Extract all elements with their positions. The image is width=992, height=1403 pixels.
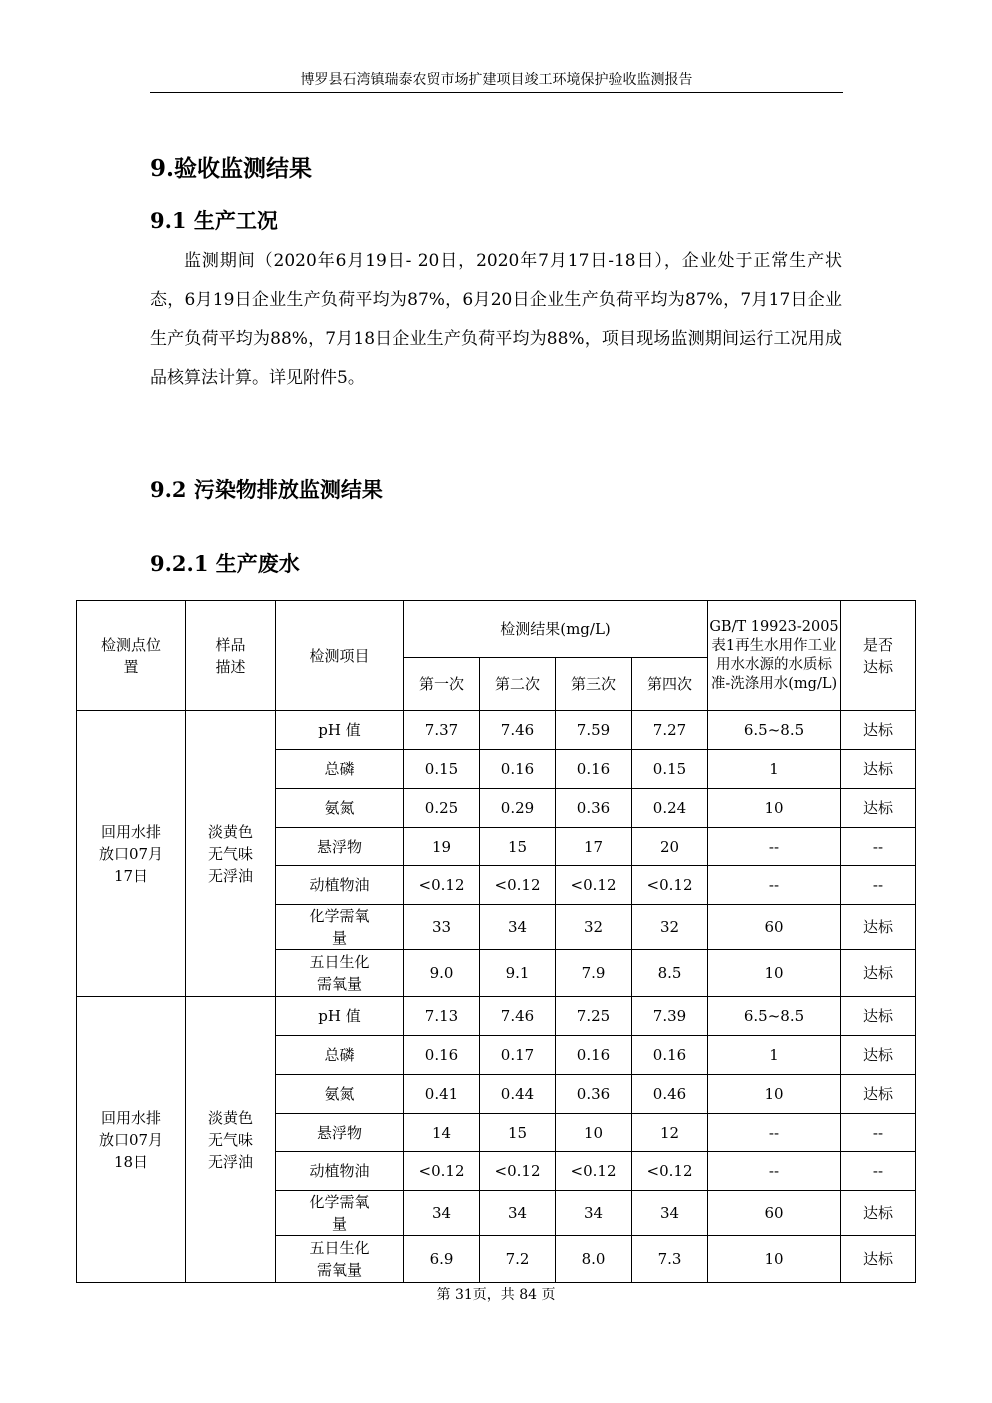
- cell-round-3: 0.36: [556, 789, 632, 828]
- cell-item: 化学需氧量: [276, 905, 404, 950]
- cell-round-3: 7.25: [556, 997, 632, 1036]
- cell-standard: 1: [708, 1036, 841, 1075]
- cell-round-4: 0.46: [632, 1075, 708, 1114]
- cell-sample: 淡黄色无气味无浮油: [186, 711, 276, 997]
- cell-item: 总磷: [276, 1036, 404, 1075]
- header-point: 检测点位置: [77, 601, 186, 711]
- table-row: [77, 997, 916, 1036]
- subsection-title-production: 9.1 生产工况: [150, 208, 278, 233]
- cell-round-1: 0.41: [404, 1075, 480, 1114]
- header-sample: 样品描述: [186, 601, 276, 711]
- header-round-3: 第三次: [556, 658, 632, 711]
- cell-round-1: 0.16: [404, 1036, 480, 1075]
- header-standard: GB/T 19923-2005表1再生水用作工业用水水源的水质标准-洗涤用水(mg/L): [708, 601, 841, 711]
- cell-round-2: 7.2: [480, 1236, 556, 1283]
- cell-round-2: 0.29: [480, 789, 556, 828]
- table-row: [77, 711, 916, 750]
- report-header: 博罗县石湾镇瑞泰农贸市场扩建项目竣工环境保护验收监测报告: [150, 68, 843, 93]
- cell-standard: 1: [708, 750, 841, 789]
- cell-round-2: 0.44: [480, 1075, 556, 1114]
- cell-round-2: 9.1: [480, 950, 556, 997]
- cell-item: 总磷: [276, 750, 404, 789]
- cell-compliance: 达标: [841, 1075, 916, 1114]
- cell-standard: 10: [708, 789, 841, 828]
- cell-compliance: --: [841, 866, 916, 905]
- cell-round-4: 32: [632, 905, 708, 950]
- production-paragraph: [150, 242, 842, 398]
- cell-compliance: 达标: [841, 1236, 916, 1283]
- cell-item: 五日生化需氧量: [276, 950, 404, 997]
- cell-standard: --: [708, 866, 841, 905]
- cell-round-2: 34: [480, 905, 556, 950]
- cell-round-3: 0.36: [556, 1075, 632, 1114]
- cell-round-4: 34: [632, 1191, 708, 1236]
- cell-round-2: 0.17: [480, 1036, 556, 1075]
- cell-round-1: 0.15: [404, 750, 480, 789]
- cell-round-1: 19: [404, 828, 480, 866]
- cell-round-2: 7.46: [480, 711, 556, 750]
- cell-round-2: 0.16: [480, 750, 556, 789]
- cell-round-3: 8.0: [556, 1236, 632, 1283]
- cell-compliance: 达标: [841, 750, 916, 789]
- cell-round-3: 10: [556, 1114, 632, 1152]
- cell-round-3: 32: [556, 905, 632, 950]
- cell-round-4: 7.27: [632, 711, 708, 750]
- cell-round-1: 33: [404, 905, 480, 950]
- header-compliance: 是否达标: [841, 601, 916, 711]
- subsection-title-pollutants: 9.2 污染物排放监测结果: [150, 477, 383, 502]
- cell-standard: 6.5~8.5: [708, 997, 841, 1036]
- cell-round-2: <0.12: [480, 866, 556, 905]
- cell-round-4: 8.5: [632, 950, 708, 997]
- cell-round-1: 7.37: [404, 711, 480, 750]
- cell-round-1: <0.12: [404, 1152, 480, 1191]
- cell-round-3: <0.12: [556, 1152, 632, 1191]
- cell-point: 回用水排放口07月18日: [77, 997, 186, 1283]
- cell-compliance: 达标: [841, 997, 916, 1036]
- cell-round-4: 20: [632, 828, 708, 866]
- cell-round-4: <0.12: [632, 866, 708, 905]
- cell-round-2: 15: [480, 1114, 556, 1152]
- cell-compliance: 达标: [841, 950, 916, 997]
- cell-round-3: 0.16: [556, 1036, 632, 1075]
- header-round-4: 第四次: [632, 658, 708, 711]
- cell-item: 化学需氧量: [276, 1191, 404, 1236]
- cell-item: pH 值: [276, 997, 404, 1036]
- cell-compliance: --: [841, 828, 916, 866]
- section-title: 9.验收监测结果: [150, 155, 313, 182]
- cell-standard: 60: [708, 1191, 841, 1236]
- header-result: 检测结果(mg/L): [404, 601, 708, 658]
- cell-round-3: 17: [556, 828, 632, 866]
- cell-standard: 10: [708, 1075, 841, 1114]
- cell-round-3: 7.9: [556, 950, 632, 997]
- cell-round-1: 34: [404, 1191, 480, 1236]
- cell-compliance: 达标: [841, 789, 916, 828]
- cell-round-1: 9.0: [404, 950, 480, 997]
- cell-item: 动植物油: [276, 866, 404, 905]
- cell-round-4: 0.24: [632, 789, 708, 828]
- cell-item: pH 值: [276, 711, 404, 750]
- cell-item: 氨氮: [276, 1075, 404, 1114]
- cell-standard: 60: [708, 905, 841, 950]
- header-round-1: 第一次: [404, 658, 480, 711]
- cell-compliance: --: [841, 1114, 916, 1152]
- cell-round-1: 7.13: [404, 997, 480, 1036]
- cell-round-4: 12: [632, 1114, 708, 1152]
- cell-item: 动植物油: [276, 1152, 404, 1191]
- header-round-2: 第二次: [480, 658, 556, 711]
- cell-standard: --: [708, 828, 841, 866]
- cell-standard: --: [708, 1114, 841, 1152]
- wastewater-table: [76, 600, 916, 1283]
- cell-compliance: 达标: [841, 1191, 916, 1236]
- cell-round-1: 6.9: [404, 1236, 480, 1283]
- cell-standard: 10: [708, 1236, 841, 1283]
- cell-round-4: 7.39: [632, 997, 708, 1036]
- cell-item: 五日生化需氧量: [276, 1236, 404, 1283]
- production-text: 监测期间（2020年6月19日- 20日，2020年7月17日-18日），企业处于正常生产状态，6月19日企业生产负荷平均为87%，6月20日企业生产负荷平均为87%，7月17日企业生产负荷平均为88%，7月18日企业生产负荷平均为88%，项目现场监测期间运行工况用成品核算法计算。详见附件5。: [150, 251, 842, 388]
- cell-round-2: 34: [480, 1191, 556, 1236]
- cell-round-4: <0.12: [632, 1152, 708, 1191]
- cell-item: 氨氮: [276, 789, 404, 828]
- cell-compliance: 达标: [841, 711, 916, 750]
- cell-standard: --: [708, 1152, 841, 1191]
- subsection-title-wastewater: 9.2.1 生产废水: [150, 551, 300, 576]
- cell-standard: 10: [708, 950, 841, 997]
- cell-round-3: 7.59: [556, 711, 632, 750]
- cell-round-1: 0.25: [404, 789, 480, 828]
- cell-item: 悬浮物: [276, 828, 404, 866]
- cell-standard: 6.5~8.5: [708, 711, 841, 750]
- cell-round-3: 34: [556, 1191, 632, 1236]
- cell-sample: 淡黄色无气味无浮油: [186, 997, 276, 1283]
- cell-point: 回用水排放口07月17日: [77, 711, 186, 997]
- cell-round-4: 0.16: [632, 1036, 708, 1075]
- cell-round-3: <0.12: [556, 866, 632, 905]
- cell-round-1: <0.12: [404, 866, 480, 905]
- cell-compliance: 达标: [841, 905, 916, 950]
- cell-round-2: <0.12: [480, 1152, 556, 1191]
- cell-round-4: 0.15: [632, 750, 708, 789]
- cell-round-2: 7.46: [480, 997, 556, 1036]
- cell-round-1: 14: [404, 1114, 480, 1152]
- cell-compliance: 达标: [841, 1036, 916, 1075]
- cell-round-2: 15: [480, 828, 556, 866]
- page-number: 第 31页，共 84 页: [436, 1287, 556, 1303]
- cell-item: 悬浮物: [276, 1114, 404, 1152]
- cell-round-4: 7.3: [632, 1236, 708, 1283]
- cell-compliance: --: [841, 1152, 916, 1191]
- cell-round-3: 0.16: [556, 750, 632, 789]
- header-item: 检测项目: [276, 601, 404, 711]
